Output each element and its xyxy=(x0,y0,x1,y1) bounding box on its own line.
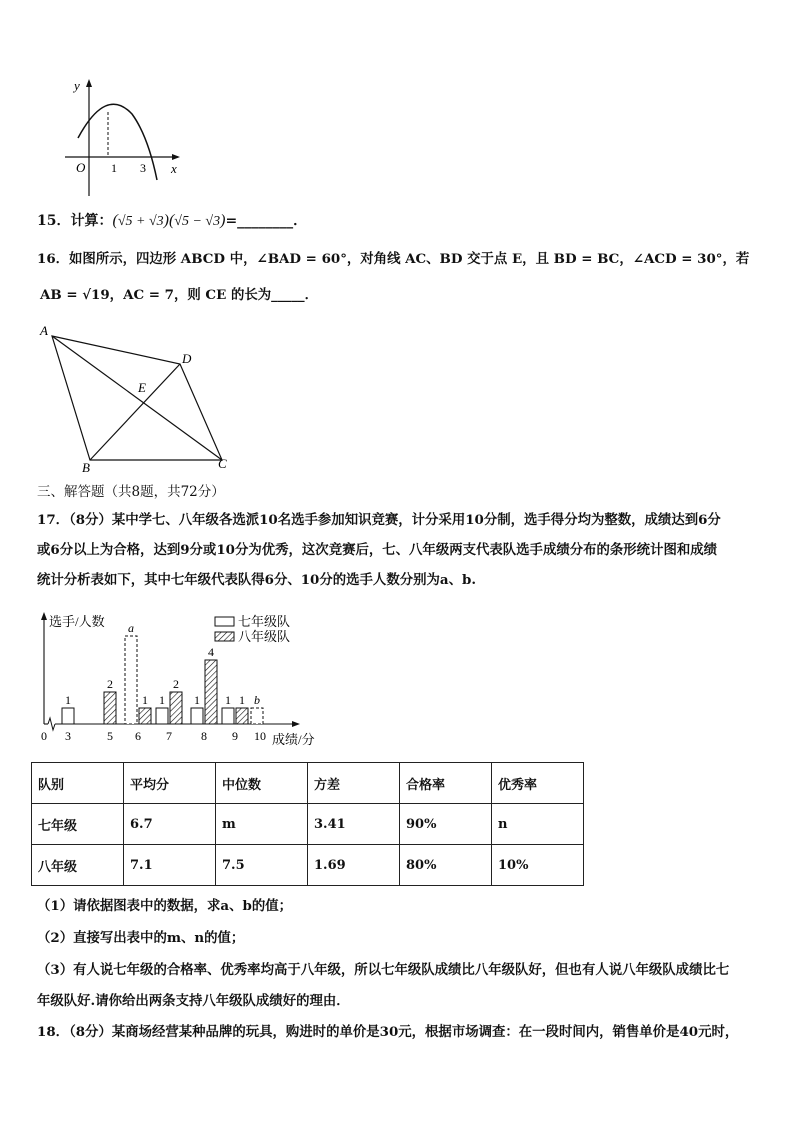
x-tick-label: 10 xyxy=(254,729,266,743)
label-B: B xyxy=(82,460,90,475)
label-E: E xyxy=(138,380,146,395)
quadrilateral-figure xyxy=(36,320,236,476)
bar-grade7 xyxy=(125,636,137,724)
table-header: 队别 xyxy=(32,763,124,804)
bar-grade8 xyxy=(104,692,116,724)
bar-label-grade8: 2 xyxy=(107,677,113,691)
table-header: 中位数 xyxy=(216,763,308,804)
bar-label-grade7: 1 xyxy=(159,693,165,707)
bar-label-grade7: 1 xyxy=(65,693,71,707)
table-header: 合格率 xyxy=(400,763,492,804)
score-bar-chart xyxy=(30,608,330,750)
table-cell: 90% xyxy=(400,804,492,845)
graph-y-label: y xyxy=(74,78,80,93)
table-header: 方差 xyxy=(308,763,400,804)
bar-grade7 xyxy=(251,708,263,724)
bar-label-grade7: 1 xyxy=(225,693,231,707)
table-cell: 7.1 xyxy=(124,845,216,886)
q17-sub3-line1: （3）有人说七年级的合格率、优秀率均高于八年级，所以七年级队成绩比八年级队好，但也有人说八年级队成绩比七 xyxy=(37,962,730,978)
x-tick-label: 7 xyxy=(166,729,172,743)
bar-grade7 xyxy=(62,708,74,724)
legend-swatch-grade7 xyxy=(215,617,234,626)
table-row xyxy=(32,804,584,845)
chart-xlabel: 成绩/分 xyxy=(272,732,315,747)
label-A: A xyxy=(40,323,48,338)
bar-grade7 xyxy=(156,708,168,724)
bar-label-grade7: b xyxy=(254,693,260,707)
table-cell: 6.7 xyxy=(124,804,216,845)
question-16-line1: 16．如图所示，四边形 ABCD 中，∠BAD = 60°，对角线 AC、BD 交于点 E，且 BD = BC，∠ACD = 30°，若 xyxy=(37,251,750,267)
parabola-graph xyxy=(60,74,190,200)
q17-sub3-line2: 年级队好.请你给出两条支持八年级队成绩好的理由． xyxy=(37,993,350,1009)
question-17-line3: 统计分析表如下，其中七年级代表队得6分、10分的选手人数分别为a、b. xyxy=(37,572,476,588)
legend-grade8: 八年级队 xyxy=(238,629,291,644)
question-17-line2: 或6分以上为合格，达到9分或10分为优秀，这次竞赛后，七、八年级两支代表队选手成绩分布的条形统计图和成绩 xyxy=(37,542,718,558)
section-3-heading: 三、解答题（共8题，共72分） xyxy=(37,484,225,500)
bar-grade7 xyxy=(222,708,234,724)
table-header: 优秀率 xyxy=(492,763,584,804)
question-16-line2: AB = √19，AC = 7，则 CE 的长为_____． xyxy=(40,287,318,303)
table-cell: 1.69 xyxy=(308,845,400,886)
table-cell: 七年级 xyxy=(32,804,124,845)
bar-label-grade7: 1 xyxy=(194,693,200,707)
x-tick-label: 9 xyxy=(232,729,238,743)
bar-label-grade8: 2 xyxy=(173,677,179,691)
q17-sub1: （1）请依据图表中的数据，求a、b的值； xyxy=(37,898,292,914)
q15-expr-b: √5 − √3 xyxy=(174,214,221,229)
x-tick-label: 8 xyxy=(201,729,207,743)
bar-grade7 xyxy=(191,708,203,724)
x-tick-label: 3 xyxy=(65,729,71,743)
chart-origin: 0 xyxy=(41,729,47,743)
bar-grade8 xyxy=(139,708,151,724)
graph-origin-label: O xyxy=(76,160,86,175)
table-row xyxy=(32,845,584,886)
legend-grade7: 七年级队 xyxy=(238,614,291,629)
question-15: 15．计算：(√5 + √3)(√5 − √3)=________． xyxy=(37,212,308,229)
bar-grade8 xyxy=(205,660,217,724)
q15-expr-a: √5 + √3 xyxy=(117,214,164,229)
graph-tick-3: 3 xyxy=(140,161,146,175)
q15-tail: =________． xyxy=(225,213,308,229)
bar-label-grade8: 1 xyxy=(239,693,245,707)
table-cell: 八年级 xyxy=(32,845,124,886)
table-cell: 7.5 xyxy=(216,845,308,886)
chart-ylabel: 选手/人数 xyxy=(49,614,105,629)
graph-x-label: x xyxy=(171,161,177,176)
graph-tick-1: 1 xyxy=(111,161,117,175)
bar-label-grade8: 4 xyxy=(208,645,214,659)
q17-sub2: （2）直接写出表中的m、n的值； xyxy=(37,930,245,946)
stats-table xyxy=(31,762,584,886)
table-cell: n xyxy=(492,804,584,845)
label-D: D xyxy=(182,351,192,366)
bar-grade8 xyxy=(170,692,182,724)
bar-grade8 xyxy=(236,708,248,724)
table-cell: m xyxy=(216,804,308,845)
x-tick-label: 6 xyxy=(135,729,141,743)
table-cell: 80% xyxy=(400,845,492,886)
table-header: 平均分 xyxy=(124,763,216,804)
label-C: C xyxy=(218,456,227,471)
question-17-line1: 17．（8分）某中学七、八年级各选派10名选手参加知识竞赛，计分采用10分制，选手得分均为整数，成绩达到6分 xyxy=(37,512,721,528)
x-tick-label: 5 xyxy=(107,729,113,743)
bar-label-grade7: a xyxy=(128,621,134,635)
bar-label-grade8: 1 xyxy=(142,693,148,707)
table-cell: 10% xyxy=(492,845,584,886)
legend-swatch-grade8 xyxy=(215,632,234,641)
table-cell: 3.41 xyxy=(308,804,400,845)
table-header-row xyxy=(32,763,584,804)
question-18: 18．（8分）某商场经营某种品牌的玩具，购进时的单价是30元，根据市场调查：在一段时间内，销售单价是40元时， xyxy=(37,1024,739,1040)
q15-number: 15．计算： xyxy=(37,213,113,229)
